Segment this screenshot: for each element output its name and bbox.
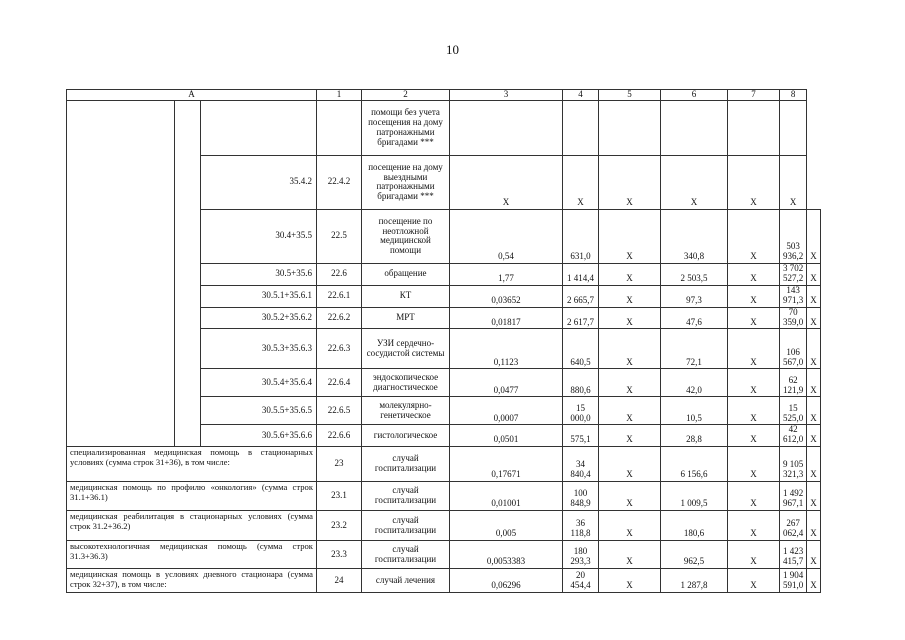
header-col-4: 4	[563, 90, 599, 101]
code-cell	[201, 100, 317, 155]
table-row: специализированная медицинская помощь в стационарных условиях (сумма строк 31+36), в том числе: 23 случай госпитализации 0,17671 34 840,4 Х 6 156,6 Х 9 105 321,3 Х	[67, 447, 821, 482]
row-number	[317, 100, 362, 155]
table-row: 30.5.6+35.6.6 22.6.6 гистологическое 0,0501 575,1 Х 28,8 Х 42 612,0 Х	[67, 425, 821, 447]
indent-cell	[67, 100, 175, 446]
header-col-a: А	[67, 90, 317, 101]
header-col-7: 7	[728, 90, 780, 101]
table-row	[67, 100, 821, 155]
header-col-2: 2	[362, 90, 450, 101]
table-row: 30.5.1+35.6.1 22.6.1 КТ 0,03652 2 665,7 Х 97,3 Х 143 971,3 Х	[67, 285, 821, 307]
table-row: 30.5+35.6 22.6 обращение 1,77 1 414,4 Х 2 503,5 Х 3 702 527,2 Х	[67, 263, 821, 285]
header-col-1: 1	[317, 90, 362, 101]
header-col-5: 5	[599, 90, 661, 101]
table-row: 35.4.2 22.4.2 посещение на дому выездными патронажными бригадами *** Х Х Х Х Х Х	[67, 155, 821, 209]
table-row: медицинская помощь в условиях дневного стационара (сумма строк 32+37), в том числе: 24 случай лечения 0,06296 20 454,4 Х 1 287,8 Х 1 904 591,0 Х	[67, 569, 821, 593]
header-col-8: 8	[780, 90, 807, 101]
table-row: 30.5.5+35.6.5 22.6.5 молекулярно-генетическое 0,0007 15 000,0 Х 10,5 Х 15 525,0 Х	[67, 397, 821, 425]
table-row: 30.5.2+35.6.2 22.6.2 МРТ 0,01817 2 617,7 Х 47,6 Х 70 359,0 Х	[67, 307, 821, 329]
table-row: высокотехнологичная медицинская помощь (сумма строк 31.3+36.3) 23.3 случай госпитализации 0,0053383 180 293,3 Х 962,5 Х 1 423 415,7 Х	[67, 541, 821, 569]
table-row: медицинская помощь по профилю «онкология» (сумма строк 31.1+36.1) 23.1 случай госпитализации 0,01001 100 848,9 Х 1 009,5 Х 1 492 967,1 Х	[67, 482, 821, 511]
header-col-6: 6	[661, 90, 728, 101]
table-row: медицинская реабилитация в стационарных условиях (сумма строк 31.2+36.2) 23.2 случай госпитализации 0,005 36 118,8 Х 180,6 Х 267 062,4 Х	[67, 511, 821, 541]
table-row: 30.5.3+35.6.3 22.6.3 УЗИ сердечно-сосудистой системы 0,1123 640,5 Х 72,1 Х 106 567,0 Х	[67, 329, 821, 369]
header-row	[67, 90, 821, 101]
indent-cell	[175, 100, 201, 446]
table-row: 30.4+35.5 22.5 посещение по неотложной медицинской помощи 0,54 631,0 Х 340,8 Х 503 936,2 Х	[67, 209, 821, 263]
unit-cell: помощи без учета посещения на дому патронажными бригадами ***	[362, 100, 450, 155]
page-number: 10	[446, 42, 459, 57]
header-col-3: 3	[450, 90, 563, 101]
data-table	[66, 89, 821, 593]
table-row: 30.5.4+35.6.4 22.6.4 эндоскопическое диагностическое 0,0477 880,6 Х 42,0 Х 62 121,9 Х	[67, 369, 821, 397]
